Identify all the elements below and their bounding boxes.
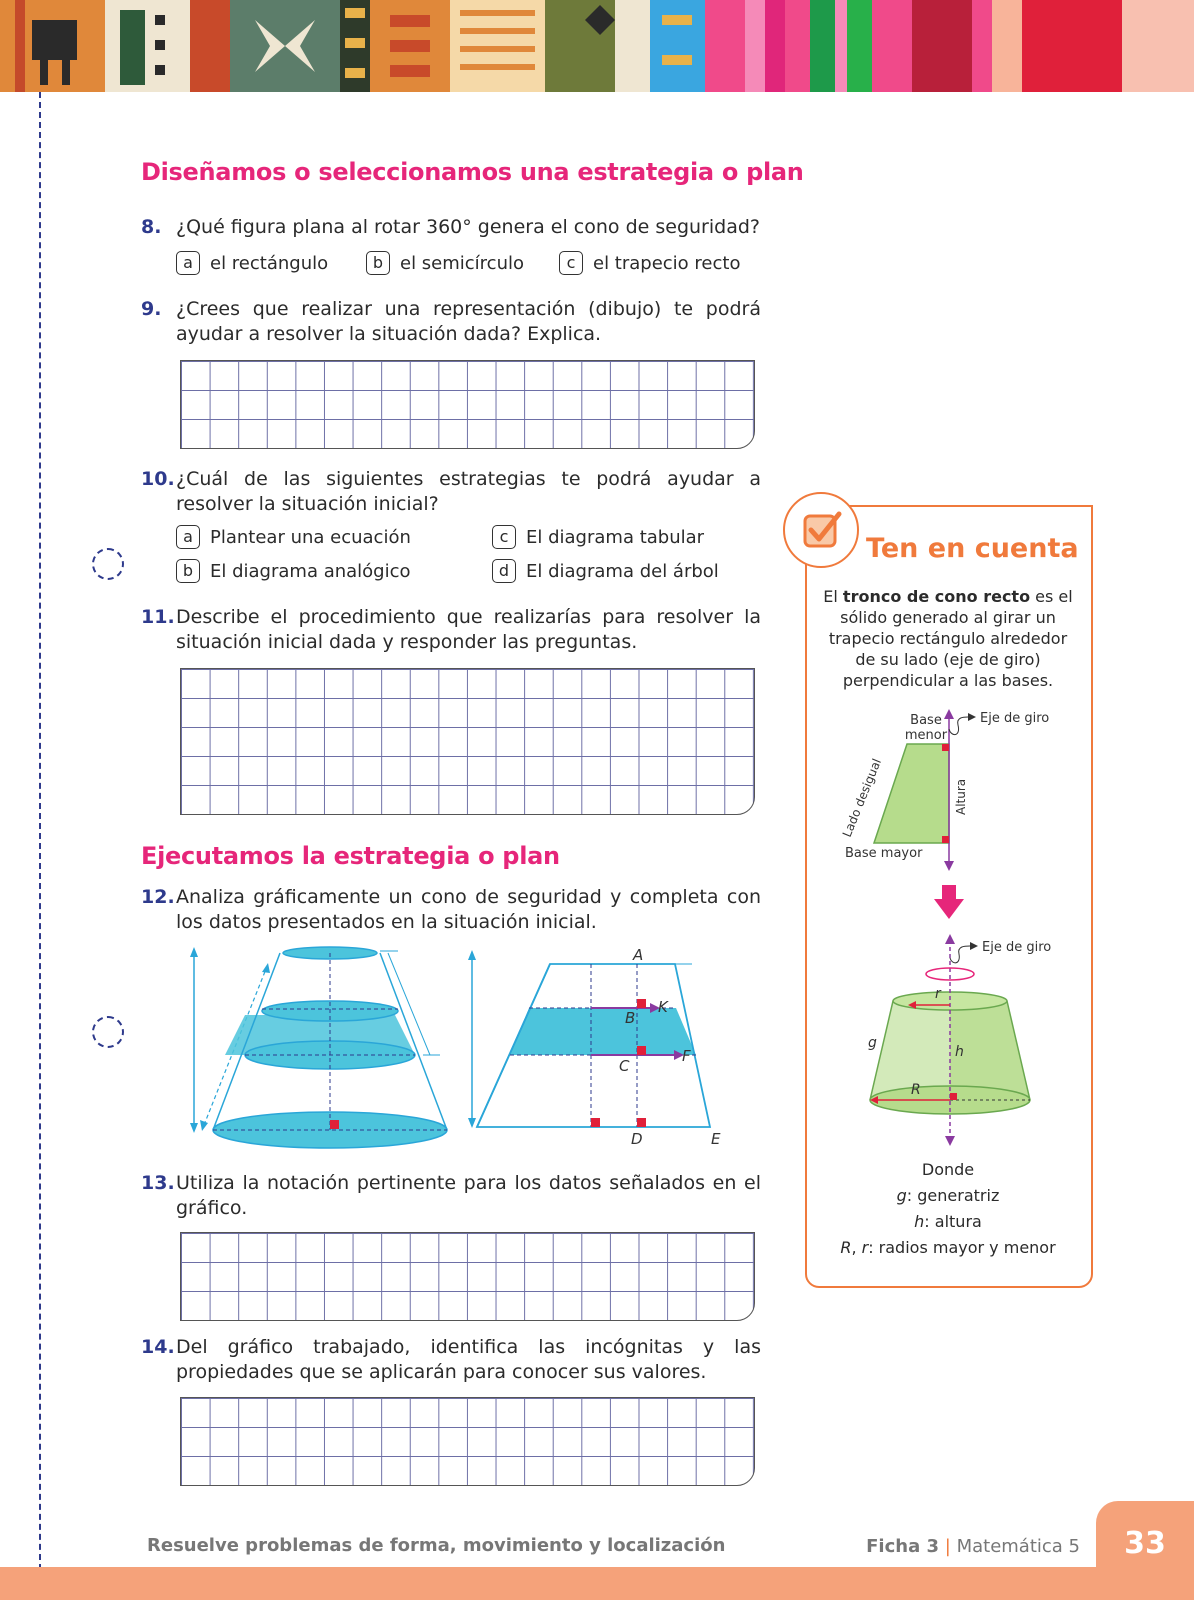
label-D: D [631,1130,643,1145]
svg-text:Base: Base [910,713,942,728]
svg-text:Eje de giro: Eje de giro [982,940,1052,955]
frustum-cone-figure [180,945,460,1150]
answer-grid-9[interactable] [180,360,755,449]
tip-text: El tronco de cono recto es el sólido generado al girar un trapecio rectángulo alrededor de su lado (eje de giro) perpendicular a las bases. [823,587,1073,690]
footer-competency: Resuelve problemas de forma, movimiento y localización [147,1535,726,1556]
svg-text:r: r [935,986,941,1002]
checkbox-icon [783,492,859,568]
question-number: 13. [141,1172,175,1194]
svg-text:h: h [955,1044,964,1060]
option-letter: b [366,251,390,275]
option-letter: d [492,559,516,583]
svg-text:R: R [911,1082,921,1098]
question-10 [141,467,761,517]
answer-grid-13[interactable] [180,1232,755,1321]
label-C: C [619,1057,630,1075]
question-number: 12. [141,886,175,908]
question-number: 8. [141,216,162,238]
question-number: 9. [141,298,162,320]
option-letter: a [176,525,200,549]
footer-book-info: Ficha 3 | Matemática 5 [866,1536,1080,1557]
punch-hole-mark [92,548,124,580]
section-title-plan: Diseñamos o seleccionamos una estrategia o plan [141,158,804,186]
question-number: 11. [141,606,175,628]
svg-text:Lado desigual: Lado desigual [840,756,884,840]
option-8c[interactable] [559,251,740,275]
decorative-banner [0,0,1194,92]
option-10b[interactable] [176,559,411,583]
question-9 [141,297,761,347]
option-10a[interactable] [176,525,411,549]
question-8 [141,215,761,240]
svg-text:g: g [868,1035,877,1051]
svg-text:menor: menor [904,728,948,743]
frustum-diagram [855,930,1085,1155]
right-trapezoid-diagram [840,705,1080,875]
label-B: B [625,1009,636,1027]
trapezoid-section-figure [460,940,740,1145]
question-text: Describe el procedimiento que realizarías para resolver la situación inicial dada y responder las preguntas. [176,606,761,653]
svg-text:Base mayor: Base mayor [845,846,923,861]
option-letter: c [559,251,583,275]
option-text: El diagrama analógico [210,560,411,582]
option-8a[interactable] [176,251,328,275]
question-text: ¿Cuál de las siguientes estrategias te podrá ayudar a resolver la situación inicial? [176,468,761,515]
legend-radii: R, r: radios mayor y menor [840,1238,1056,1257]
option-10d[interactable] [492,559,719,583]
question-text: Del gráfico trabajado, identifica las incógnitas y las propiedades que se aplicarán para conocer sus valores. [176,1336,761,1383]
question-14 [141,1335,761,1385]
legend-h: h: altura [914,1212,982,1231]
option-text: el semicírculo [400,252,525,274]
question-12 [141,885,761,935]
label-K: K [658,998,668,1016]
option-letter: b [176,559,200,583]
svg-text:Eje de giro: Eje de giro [980,711,1050,726]
question-number: 14. [141,1336,175,1358]
question-text: ¿Crees que realizar una representación (dibujo) te podrá ayudar a resolver la situación dada? Explica. [176,298,761,345]
punch-hole-mark [92,1016,124,1048]
option-text: El diagrama tabular [526,526,705,548]
answer-grid-11[interactable] [180,668,755,815]
option-8b[interactable] [366,251,524,275]
svg-text:Altura: Altura [954,778,968,815]
option-10c[interactable] [492,525,704,549]
option-letter: a [176,251,200,275]
label-F: F [682,1047,691,1065]
legend-donde: Donde [921,1160,975,1179]
binding-dashed-line [39,92,41,1600]
question-text: Analiza gráficamente un cono de seguridad y completa con los datos presentados en la situación inicial. [176,886,761,933]
option-text: Plantear una ecuación [210,526,411,548]
question-number: 10. [141,468,175,490]
label-E: E [711,1130,721,1145]
legend-g: g: generatriz [896,1186,1000,1205]
option-text: el trapecio recto [593,252,741,274]
question-text: Utiliza la notación pertinente para los datos señalados en el gráfico. [176,1172,761,1219]
tip-title: Ten en cuenta [866,533,1079,564]
footer-bar [0,1567,1194,1600]
section-title-execute: Ejecutamos la estrategia o plan [141,842,560,870]
label-A: A [633,946,644,964]
question-11 [141,605,761,655]
question-13 [141,1171,761,1221]
option-text: El diagrama del árbol [526,560,719,582]
arrow-down-icon [933,885,965,921]
answer-grid-14[interactable] [180,1397,755,1486]
question-text: ¿Qué figura plana al rotar 360° genera el cono de seguridad? [176,216,760,238]
option-letter: c [492,525,516,549]
page-number: 33 [1124,1526,1166,1561]
option-text: el rectángulo [210,252,329,274]
